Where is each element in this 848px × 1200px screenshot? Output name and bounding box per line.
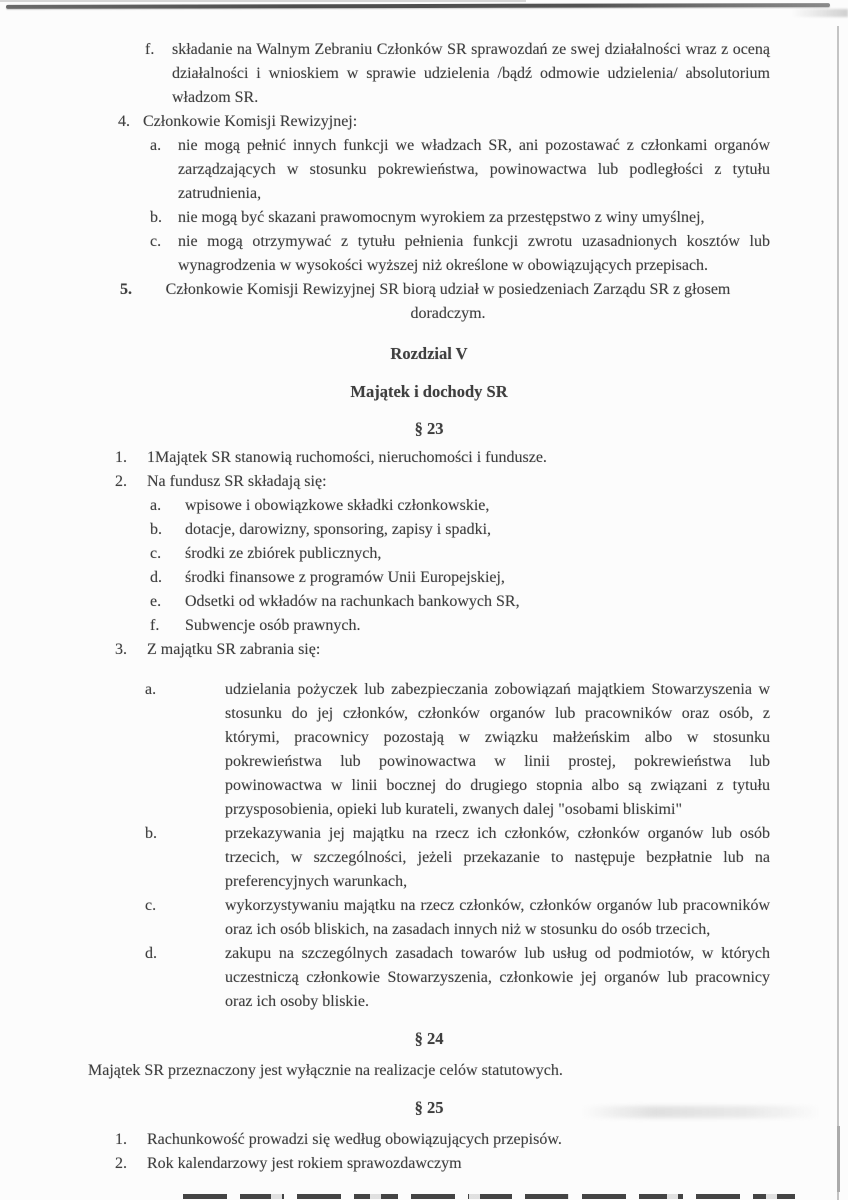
list-item-23-2a (150, 494, 770, 518)
list-text: Odsetki od wkładów na rachunkach bankowych SR, (185, 593, 520, 610)
list-item-4b (150, 206, 770, 230)
list-text: wpisowe i obowiązkowe składki członkowskie, (185, 497, 490, 514)
document-text-block (88, 38, 770, 1176)
paragraph-24-text: Majątek SR przeznaczony jest wyłącznie na realizacje celów statutowych. (88, 1062, 563, 1079)
list-marker: 4. (118, 113, 130, 130)
list-marker: c. (150, 545, 162, 562)
list-item-f (145, 38, 770, 110)
list-item-5 (120, 278, 748, 326)
list-item-4 (118, 110, 770, 134)
list-item-23-2d (150, 566, 770, 590)
list-marker: f. (145, 41, 155, 58)
list-text: przekazywania jej majątku na rzecz ich członków, członków organów lub osób trzecich, w szczególności, jeżeli przekazanie to następuje bezpłatnie lub na preferencyjnych warunkach, (225, 825, 770, 890)
scan-top-edge-line (6, 3, 830, 9)
list-item-23-3a (145, 678, 770, 822)
list-item-23-3d (145, 942, 770, 1014)
list-marker: a. (145, 681, 157, 698)
list-item-23-2c (150, 542, 770, 566)
list-marker: b. (150, 521, 162, 538)
list-text: Rachunkowość prowadzi się według obowiązujących przepisów. (147, 1131, 562, 1148)
scan-right-edge-dark-segment (837, 1126, 840, 1192)
list-text: nie mogą pełnić innych funkcji we władzach SR, ani pozostawać z członkami organów zarządzających w stosunku pokrewieństwa, powinowactwa lub podległości z tytułu zatrudnienia, (178, 137, 770, 202)
list-marker: c. (145, 897, 157, 914)
scan-corner-smudge (792, 9, 848, 17)
list-text: Subwencje osób prawnych. (185, 617, 361, 634)
list-text: Rok kalendarzowy jest rokiem sprawozdawczym (147, 1155, 462, 1172)
section-heading-23: § 23 (414, 419, 444, 438)
list-text: Na fundusz SR składają się: (147, 473, 327, 490)
chapter-subtitle: Majątek i dochody SR (350, 382, 508, 401)
list-text: dotacje, darowizny, sponsoring, zapisy i spadki, (185, 521, 492, 538)
list-text: Z majątku SR zabrania się: (147, 641, 321, 658)
list-text: 1Majątek SR stanowią ruchomości, nieruchomości i fundusze. (147, 449, 547, 466)
list-marker: e. (150, 593, 162, 610)
list-marker: 2. (115, 473, 127, 490)
list-text: środki finansowe z programów Unii Europejskiej, (185, 569, 505, 586)
list-marker: 3. (115, 641, 127, 658)
list-item-25-1 (115, 1128, 770, 1152)
scan-bottom-dashed-strip (183, 1194, 795, 1199)
list-text: zakupu na szczególnych zasadach towarów lub usług od podmiotów, w których uczestniczą członkowie Stowarzyszenia, członkowie jej organów lub pracownicy oraz ich osoby bliskie. (225, 945, 770, 1010)
list-marker: c. (150, 233, 162, 250)
list-item-23-1 (115, 446, 770, 470)
list-item-23-2b (150, 518, 770, 542)
list-item-23-2 (115, 470, 770, 494)
scan-right-edge-line (837, 26, 839, 1200)
scan-top-faint-line (0, 0, 526, 2)
list-text: nie mogą być skazani prawomocnym wyrokiem za przestępstwo z winy umyślnej, (178, 209, 705, 226)
list-item-4c (150, 230, 770, 278)
list-text: wykorzystywaniu majątku na rzecz członków, członków organów lub pracowników oraz ich osób bliskich, na zasadach innych niż w stosunku do osób trzecich, (225, 897, 770, 938)
list-marker: 2. (115, 1155, 127, 1172)
list-marker: d. (145, 945, 157, 962)
list-item-23-3 (115, 638, 770, 662)
list-item-23-2e (150, 590, 770, 614)
list-marker: d. (150, 569, 162, 586)
list-item-23-2f (150, 614, 770, 638)
chapter-heading: Rozdzial V (390, 344, 468, 363)
list-item-4a (150, 134, 770, 206)
list-marker: b. (150, 209, 162, 226)
list-marker: f. (150, 617, 160, 634)
list-item-25-2 (115, 1152, 770, 1176)
list-marker: 5. (120, 281, 132, 298)
list-marker: 1. (115, 1131, 127, 1148)
list-text: Członkowie Komisji Rewizyjnej: (143, 113, 358, 130)
list-marker: a. (150, 497, 162, 514)
section-heading-24: § 24 (414, 1029, 444, 1048)
section-heading-25: § 25 (414, 1098, 444, 1117)
list-text: składanie na Walnym Zebraniu Członków SR sprawozdań ze swej działalności wraz z oceną działalności i wnioskiem w sprawie udzielenia /bądź odmowie udzielenia/ absolutorium władzom SR. (172, 41, 770, 106)
list-text: nie mogą otrzymywać z tytułu pełnienia funkcji zwrotu uzasadnionych kosztów lub wynagrodzenia w wysokości wyższej niż określone w obowiązujących przepisach. (178, 233, 770, 274)
list-item-23-3c (145, 894, 770, 942)
list-text: środki ze zbiórek publicznych, (185, 545, 382, 562)
list-marker: b. (145, 825, 157, 842)
list-marker: a. (150, 137, 162, 154)
list-marker: 1. (115, 449, 127, 466)
list-text: Członkowie Komisji Rewizyjnej SR biorą udział w posiedzeniach Zarządu SR z głosem doradczym. (165, 281, 731, 322)
list-item-23-3b (145, 822, 770, 894)
list-text: udzielania pożyczek lub zabezpieczania zobowiązań majątkiem Stowarzyszenia w stosunku do jej członków, członków organów lub pracowników oraz osób, z którymi, pracownicy pozostają w związku małżeńskim albo w stosunku pokrewieństwa lub powinowactwa w linii prostej, pokrewieństwa lub powinowactwa w linii bocznej do drugiego stopnia albo są związani z tytułu przysposobienia, opieki lub kurateli, zwanych dalej "osobami bliskimi" (225, 681, 770, 818)
